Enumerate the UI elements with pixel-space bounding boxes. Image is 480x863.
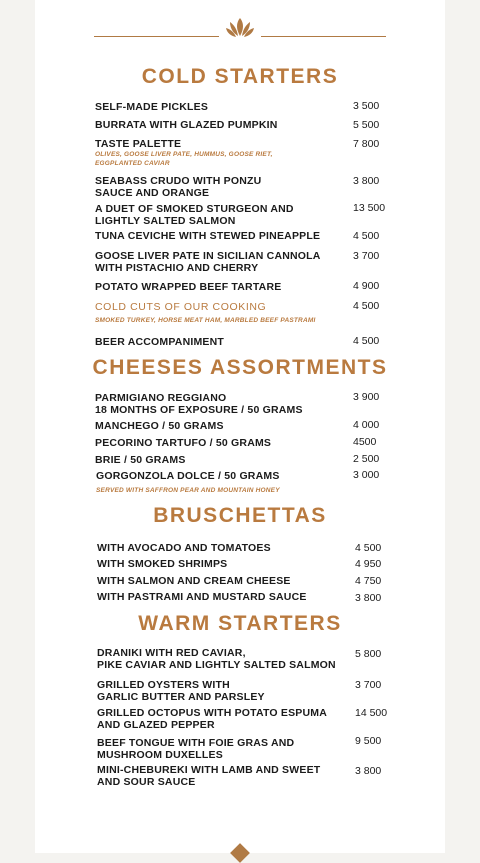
menu-item	[95, 336, 224, 348]
item-name-line2: MUSHROOM DUXELLES	[97, 749, 223, 761]
item-name-line2: 18 MONTHS OF EXPOSURE / 50 GRAMS	[95, 404, 303, 416]
item-name: SEABASS CRUDO WITH PONZU SAUCE AND ORANGE	[95, 175, 262, 199]
menu-item	[95, 420, 224, 432]
menu-item	[95, 138, 315, 168]
item-name-line2: AND GLAZED PEPPER	[97, 719, 215, 731]
item-name: WITH SMOKED SHRIMPS	[97, 558, 228, 570]
section-title-bruschettas: BRUSCHETTAS	[153, 504, 327, 527]
menu-item	[95, 203, 295, 227]
ornament-line-left	[94, 36, 219, 37]
menu-item	[97, 737, 294, 761]
item-name: COLD CUTS OF OUR COOKING	[95, 301, 267, 313]
item-name: POTATO WRAPPED BEEF TARTARE	[95, 281, 282, 293]
item-name: TUNA CEVICHE WITH STEWED PINEAPPLE	[95, 230, 321, 242]
item-name: PARMIGIANO REGGIANO	[95, 392, 227, 404]
ornament-line-right	[261, 36, 386, 37]
menu-item	[97, 647, 336, 671]
item-price: 4 500	[355, 542, 382, 554]
item-price: 5 800	[355, 648, 382, 660]
menu-item	[97, 575, 291, 587]
menu-item	[95, 454, 186, 466]
section-title-warm-starters: WARM STARTERS	[138, 612, 342, 635]
item-name: BURRATA WITH GLAZED PUMPKIN	[95, 119, 278, 131]
item-price: 14 500	[355, 707, 388, 719]
menu-item	[95, 392, 303, 416]
item-name: BEEF TONGUE WITH FOIE GRAS AND	[97, 737, 295, 749]
top-ornament	[94, 16, 386, 40]
item-price: 7 800	[353, 138, 380, 150]
menu-item	[97, 679, 265, 703]
item-name-line2: PIKE CAVIAR AND LIGHTLY SALTED SALMON	[97, 659, 336, 671]
item-price: 4 500	[353, 335, 380, 347]
item-price: 4 500	[353, 230, 380, 242]
item-price: 9 500	[355, 735, 382, 747]
menu-item	[95, 250, 345, 274]
item-name: WITH PASTRAMI AND MUSTARD SAUCE	[97, 591, 307, 603]
item-price: 4 950	[355, 558, 382, 570]
item-price: 4 900	[353, 280, 380, 292]
menu-item	[95, 301, 345, 325]
item-price: 13 500	[353, 202, 386, 214]
menu-item	[95, 230, 320, 242]
item-price: 3 700	[353, 250, 380, 262]
menu-item	[95, 281, 281, 293]
item-price: 4 500	[353, 300, 380, 312]
item-name: MANCHEGO / 50 GRAMS	[95, 420, 224, 432]
item-price: 3 800	[353, 175, 380, 187]
item-name: SELF-MADE PICKLES	[95, 101, 209, 113]
item-name: GRILLED OYSTERS WITH	[97, 679, 230, 691]
section-title-cheeses: CHEESES ASSORTMENTS	[92, 356, 388, 379]
item-name: MINI-CHEBUREKI WITH LAMB AND SWEET	[97, 764, 321, 776]
item-name-line2: AND SOUR SAUCE	[97, 776, 196, 788]
menu-item	[96, 470, 336, 495]
item-price: 2 500	[353, 453, 380, 465]
item-price: 3 700	[355, 679, 382, 691]
item-price: 4500	[353, 436, 377, 448]
item-name-line2: GARLIC BUTTER AND PARSLEY	[97, 691, 265, 703]
menu-item	[95, 101, 208, 113]
item-name: DRANIKI WITH RED CAVIAR,	[97, 647, 246, 659]
menu-item	[95, 175, 275, 199]
item-name: BEER ACCOMPANIMENT	[95, 336, 225, 348]
item-price: 4 750	[355, 575, 382, 587]
menu-item	[97, 591, 307, 603]
menu-item	[97, 764, 320, 788]
menu-item	[97, 707, 327, 731]
item-price: 3 800	[355, 592, 382, 604]
item-name: A DUET OF SMOKED STURGEON AND LIGHTLY SALTED SALMON	[95, 203, 294, 227]
menu-item	[97, 558, 227, 570]
item-price: 5 500	[353, 119, 380, 131]
menu-item	[97, 542, 271, 554]
item-name: PECORINO TARTUFO / 50 GRAMS	[95, 437, 272, 449]
item-note: SMOKED TURKEY, HORSE MEAT HAM, MARBLED BEEF PASTRAMI	[95, 317, 316, 324]
item-name: WITH AVOCADO AND TOMATOES	[97, 542, 271, 554]
item-name: GOOSE LIVER PATE IN SICILIAN CANNOLA WITH PISTACHIO AND CHERRY	[95, 250, 321, 274]
item-name: TASTE PALETTE	[95, 138, 182, 150]
lotus-icon	[225, 16, 255, 38]
section-title-cold-starters: COLD STARTERS	[141, 65, 339, 88]
item-name: WITH SALMON AND CREAM CHEESE	[97, 575, 291, 587]
item-name: BRIE / 50 GRAMS	[95, 454, 186, 466]
menu-item	[95, 437, 271, 449]
menu-item	[95, 119, 278, 131]
item-note: SERVED WITH SAFFRON PEAR AND MOUNTAIN HONEY	[96, 487, 280, 494]
item-price: 3 900	[353, 391, 380, 403]
item-price: 3 800	[355, 765, 382, 777]
item-price: 4 000	[353, 419, 380, 431]
item-note: OLIVES, GOOSE LIVER PATE, HUMMUS, GOOSE RIET, EGGPLANTED CAVIAR	[95, 151, 273, 167]
item-price: 3 000	[353, 469, 380, 481]
item-price: 3 500	[353, 100, 380, 112]
item-name: GORGONZOLA DOLCE / 50 GRAMS	[96, 470, 280, 482]
item-name: GRILLED OCTOPUS WITH POTATO ESPUMA	[97, 707, 328, 719]
